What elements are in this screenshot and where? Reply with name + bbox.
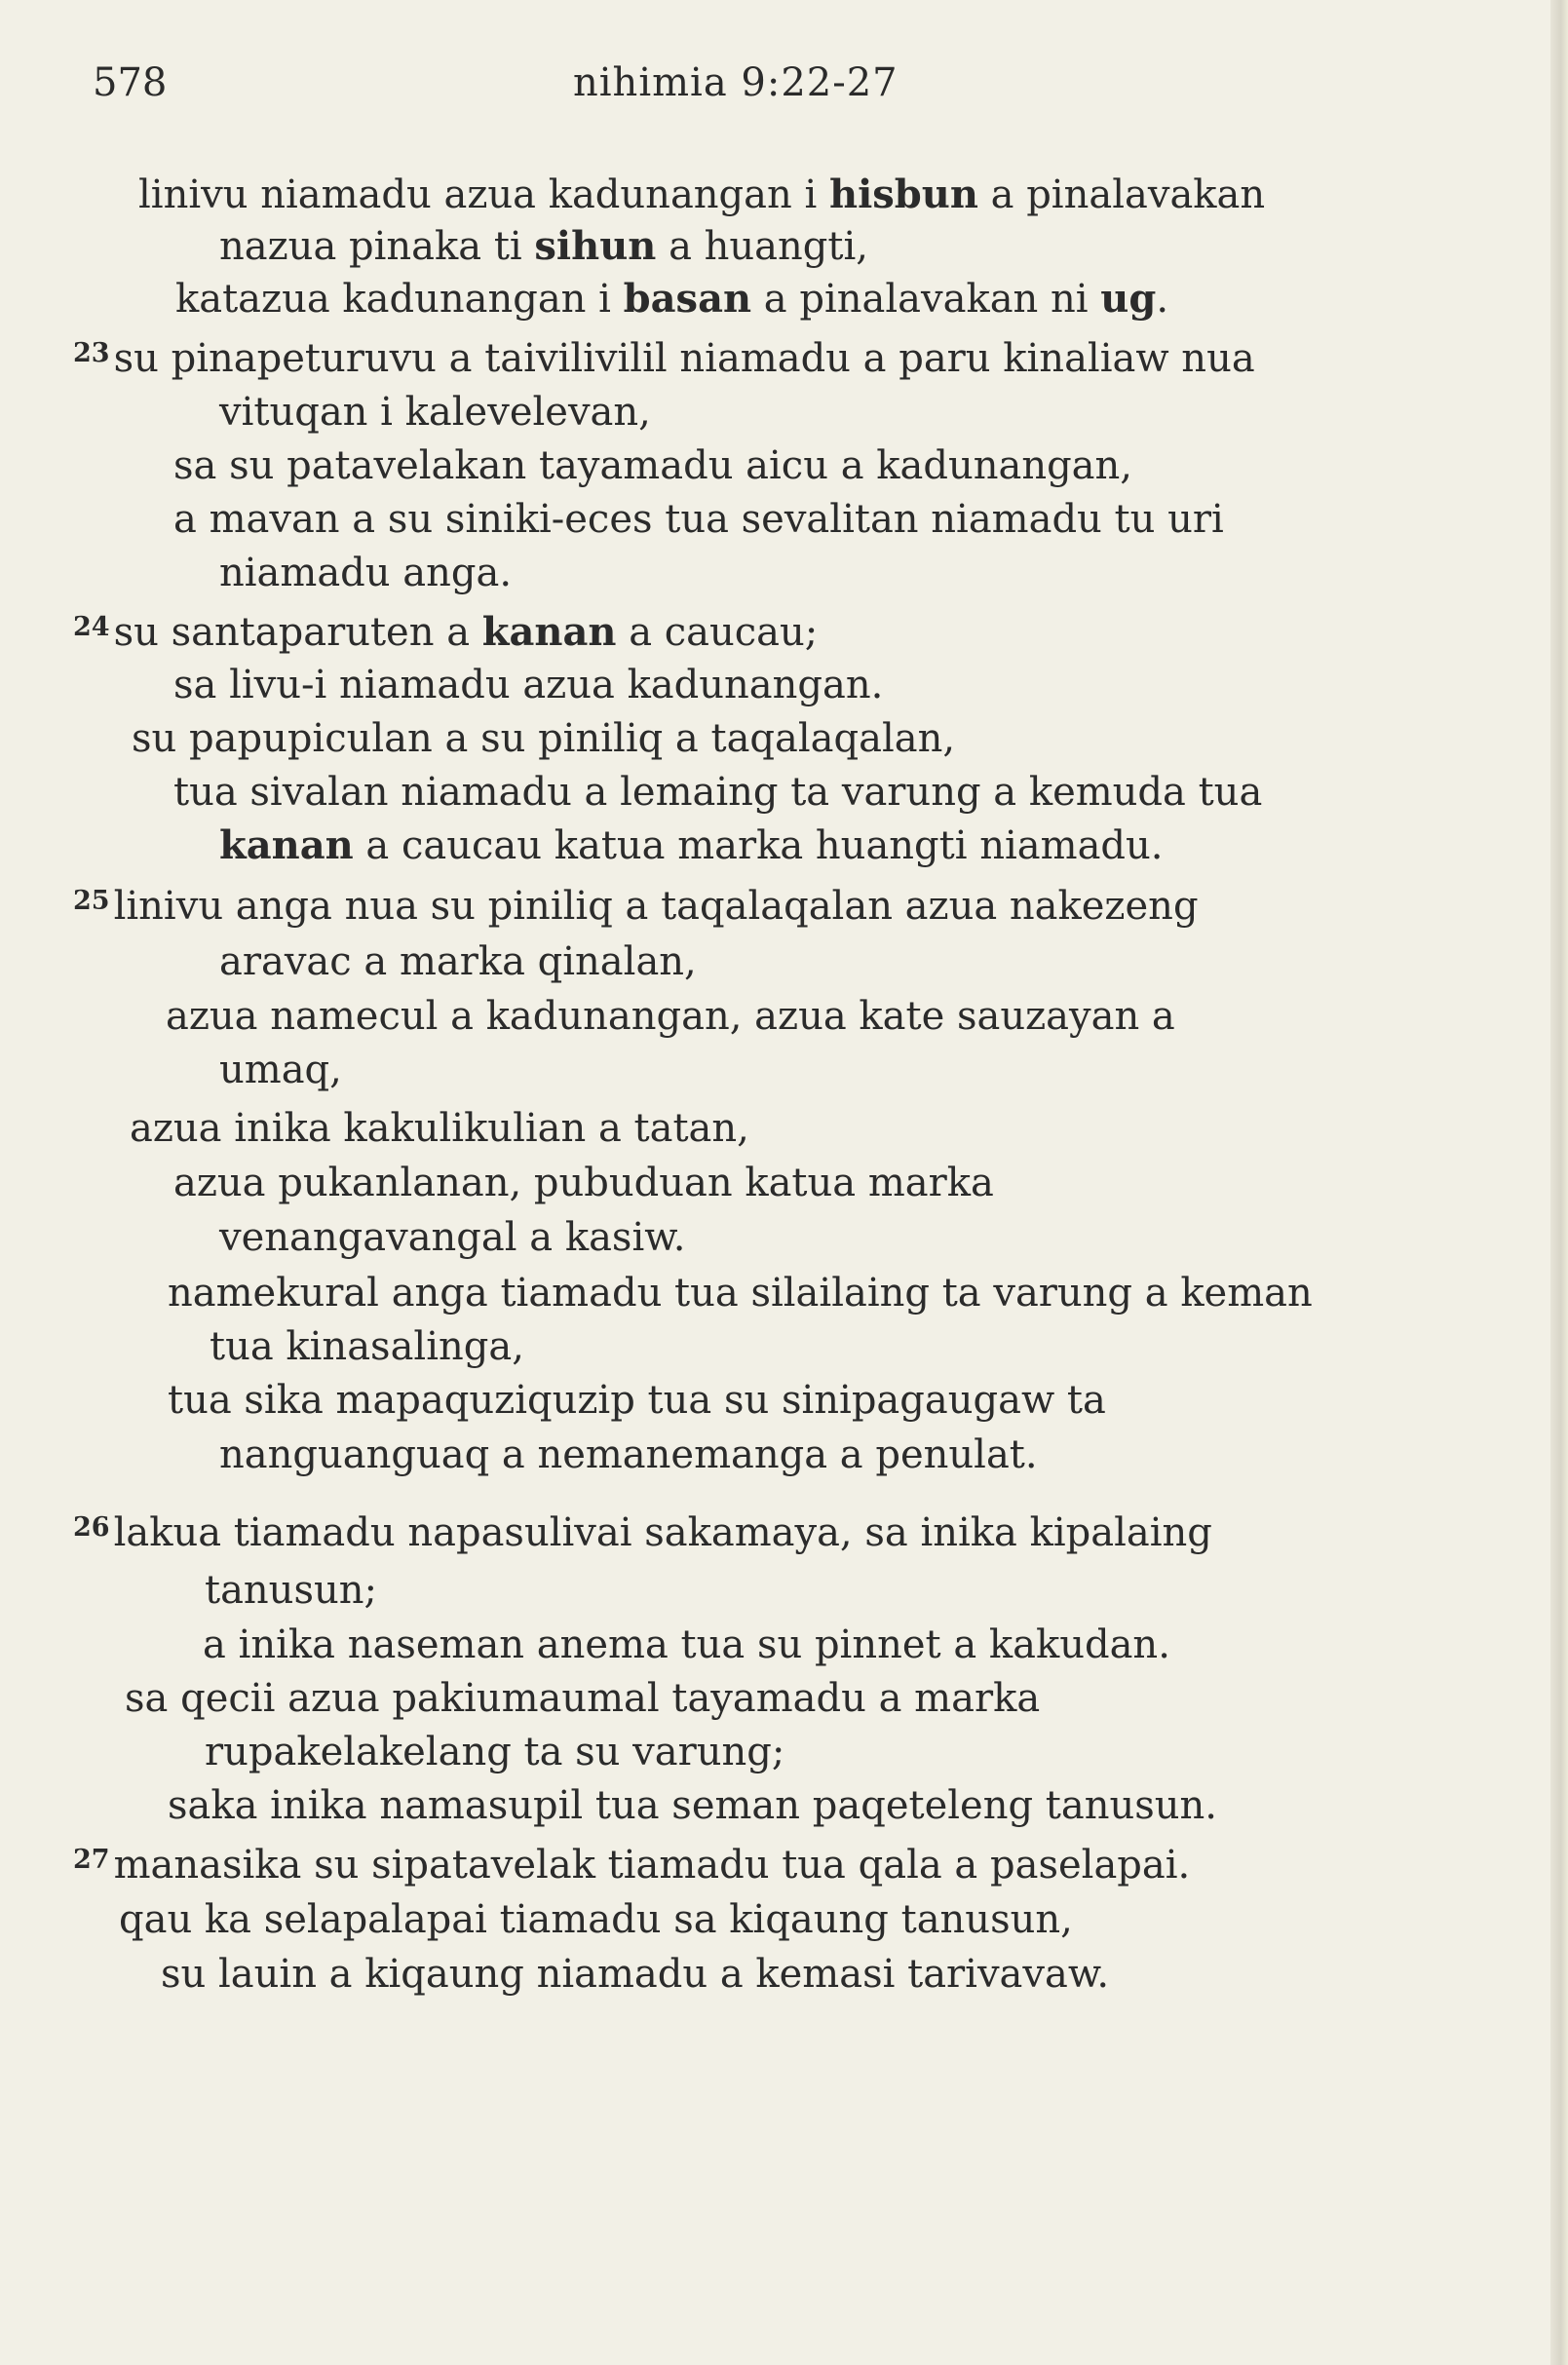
- verse-number: 27: [73, 1845, 110, 1875]
- verse-line: [203, 1621, 1170, 1669]
- bold-word: ug: [1100, 276, 1157, 322]
- verse-text-segment: su lauin a kiqaung niamadu a kemasi tarivavaw.: [161, 1952, 1110, 1997]
- verse-line: [73, 334, 1255, 383]
- verse-text-segment: a huangti,: [656, 224, 868, 269]
- verse-text-segment: linivu niamadu azua kadunangan i: [138, 172, 829, 217]
- verse-line: [73, 1508, 1212, 1557]
- verse-number: 25: [73, 886, 110, 916]
- verse-line: [219, 388, 651, 437]
- bold-word: kanan: [219, 822, 354, 868]
- verse-line: [219, 937, 697, 986]
- verse-line: [173, 441, 1132, 490]
- verse-text-segment: nazua pinaka ti: [219, 224, 535, 269]
- verse-line: [130, 1104, 749, 1153]
- verse-text-segment: azua inika kakulikulian a tatan,: [130, 1106, 749, 1151]
- verse-text-segment: a caucau katua marka huangti niamadu.: [353, 823, 1164, 868]
- verse-text-segment: azua pukanlanan, pubuduan katua marka: [173, 1161, 994, 1205]
- verse-line: [168, 1376, 1106, 1425]
- bold-word: sihun: [534, 223, 657, 269]
- verse-line: [173, 1159, 994, 1207]
- verse-line: [219, 222, 868, 271]
- verse-number: 24: [73, 612, 110, 642]
- verse-line: [210, 1322, 524, 1371]
- verse-line: [166, 992, 1175, 1041]
- verse-line: [175, 275, 1168, 324]
- verse-line: [173, 768, 1262, 817]
- verse-line: [173, 495, 1224, 544]
- verse-text-segment: venangavangal a kasiw.: [219, 1215, 686, 1260]
- verse-line: [119, 1895, 1073, 1944]
- verse-text-segment: sa qecii azua pakiumaumal tayamadu a marka: [125, 1676, 1041, 1721]
- verse-text-segment: a inika naseman anema tua su pinnet a kakudan.: [203, 1622, 1170, 1667]
- verse-line: [73, 882, 1199, 931]
- verse-line: [173, 661, 883, 709]
- verse-line: [125, 1674, 1040, 1723]
- verse-line: [219, 1430, 1038, 1479]
- verse-text-segment: a mavan a su siniki-eces tua sevalitan niamadu tu uri: [173, 497, 1224, 542]
- bold-word: hisbun: [828, 172, 978, 217]
- verse-text-segment: tanusun;: [205, 1568, 377, 1613]
- bold-word: kanan: [481, 609, 617, 655]
- verse-text-segment: tua sika mapaquziquzip tua su sinipagaugaw ta: [168, 1378, 1106, 1423]
- verse-text-segment: tua kinasalinga,: [210, 1324, 524, 1369]
- verse-text-segment: qau ka selapalapai tiamadu sa kiqaung tanusun,: [119, 1897, 1073, 1942]
- verse-text-segment: nanguanguaq a nemanemanga a penulat.: [219, 1432, 1038, 1477]
- verse-text-segment: saka inika namasupil tua seman paqeteleng tanusun.: [168, 1783, 1217, 1828]
- verse-text-segment: tua sivalan niamadu a lemaing ta varung a kemuda tua: [173, 770, 1263, 815]
- verse-line: [205, 1566, 377, 1615]
- page-edge: [1550, 0, 1568, 2365]
- verse-text-segment: lakua tiamadu napasulivai sakamaya, sa inika kipalaing: [113, 1510, 1212, 1555]
- page-number: 578: [93, 60, 168, 105]
- verse-text-segment: a pinalavakan: [977, 172, 1266, 217]
- verse-line: [161, 1950, 1109, 1999]
- verse-text-segment: a caucau;: [616, 610, 819, 655]
- verse-line: [219, 1046, 342, 1094]
- verse-text-segment: niamadu anga.: [219, 551, 513, 595]
- verse-line: [219, 821, 1164, 870]
- verse-line: [168, 1781, 1217, 1830]
- verse-line: [219, 549, 512, 597]
- verse-text-segment: vituqan i kalevelevan,: [219, 390, 651, 435]
- page-header: [0, 60, 1568, 119]
- verse-line: [73, 1841, 1190, 1889]
- verse-text-segment: a pinalavakan ni: [751, 277, 1101, 322]
- verse-text-segment: su santaparuten a: [113, 610, 482, 655]
- verse-line: [138, 171, 1265, 219]
- verse-line: [168, 1269, 1313, 1317]
- verse-text-segment: manasika su sipatavelak tiamadu tua qala a paselapai.: [113, 1843, 1191, 1888]
- verse-text-segment: rupakelakelang ta su varung;: [205, 1730, 785, 1774]
- bold-word: basan: [623, 276, 752, 322]
- verse-line: [219, 1213, 685, 1262]
- verse-line: [132, 714, 955, 763]
- verse-text-segment: sa livu-i niamadu azua kadunangan.: [173, 663, 884, 707]
- verse-text-segment: su pinapeturuvu a taivilivilil niamadu a paru kinaliaw nua: [113, 336, 1255, 381]
- verse-text-segment: sa su patavelakan tayamadu aicu a kadunangan,: [173, 443, 1133, 488]
- verse-line: [205, 1728, 784, 1776]
- verse-text-segment: katazua kadunangan i: [175, 277, 624, 322]
- verse-line: [73, 608, 818, 657]
- verse-text-segment: namekural anga tiamadu tua silailaing ta varung a keman: [168, 1271, 1313, 1316]
- verse-text-segment: linivu anga nua su piniliq a taqalaqalan azua nakezeng: [113, 884, 1199, 929]
- verse-text-segment: aravac a marka qinalan,: [219, 939, 697, 984]
- verse-number: 23: [73, 338, 110, 368]
- verse-text-segment: umaq,: [219, 1048, 342, 1092]
- verse-text-segment: su papupiculan a su piniliq a taqalaqalan,: [132, 716, 956, 761]
- verse-text-segment: azua namecul a kadunangan, azua kate sauzayan a: [166, 994, 1175, 1039]
- running-head: nihimia 9:22-27: [573, 60, 899, 105]
- verse-text-segment: .: [1156, 277, 1169, 322]
- verse-number: 26: [73, 1512, 110, 1543]
